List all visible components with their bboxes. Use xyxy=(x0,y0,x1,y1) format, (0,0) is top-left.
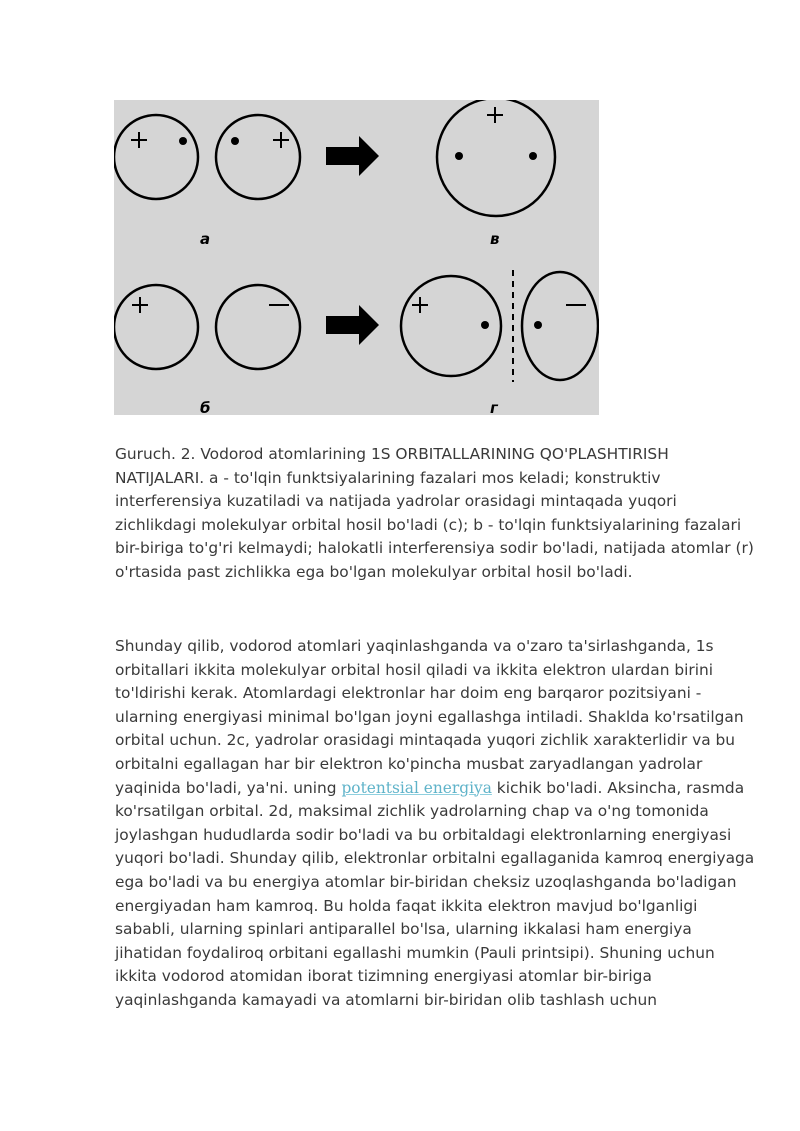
nucleus-dot xyxy=(529,152,537,160)
body-text-start: Shunday qilib, vodorod atomlari yaqinlashganda va o'zaro ta'sirlashganda, 1s orbitallari ikkita molekulyar orbital hosil qiladi va ikkita elektron ulardan birini to'ldirishi kerak. Atomlardagi elektronlar har doim eng barqaror pozitsiyani - ularning energiyasi minimal bo'lgan joyni egallashga intiladi. Shaklda ko'rsatilgan orbital uchun. 2c, yadrolar orasidagi mintaqada yuqori zichlik xarakterlidir va bu orbitalni egallagan har bir elektron ko'pincha musbat zaryadlangan yadrolar yaqinida bo'ladi, ya'ni. uning xyxy=(115,637,744,797)
nucleus-dot xyxy=(231,137,239,145)
plus-sign xyxy=(131,132,147,148)
orbital-overlap-figure xyxy=(114,100,599,415)
body-paragraph xyxy=(115,635,755,1013)
plus-sign xyxy=(412,297,428,313)
plus-sign xyxy=(487,107,503,123)
nucleus-dot xyxy=(179,137,187,145)
potential-energy-link[interactable]: potentsial energiya xyxy=(341,778,492,797)
body-text-end: kichik bo'ladi. Aksincha, rasmda ko'rsatilgan orbital. 2d, maksimal zichlik yadrolarning chap va o'ng tomonida joylashgan hududlarda sodir bo'ladi va bu orbitaldagi elektronlarning energiyasi yuqori bo'ladi. Shunday qilib, elektronlar orbitalni egallaganida kamroq energiyaga ega bo'ladi va bu energiya atomlar bir-biridan cheksiz uzoqlashganda bo'ladigan energiyadan ham kamroq. Bu holda faqat ikkita elektron mavjud bo'lganligi sababli, ularning spinlari antiparallel bo'lsa, ularning ikkalasi ham energiya jihatidan foydaliroq orbitani egallashi mumkin (Pauli printsipi). Shuning uchun ikkita vodorod atomidan iborat tizimning energiyasi atomlar bir-biriga yaqinlashganda kamayadi va atomlarni bir-biridan olib tashlash uchun xyxy=(115,778,755,1009)
panel-label-a: a xyxy=(200,230,211,248)
figure-caption xyxy=(115,443,755,585)
atom-orbital-left-a xyxy=(114,115,198,199)
panel-label-g: г xyxy=(490,399,498,415)
plus-sign xyxy=(273,132,289,148)
nucleus-dot xyxy=(481,321,489,329)
panel-label-b: б xyxy=(200,399,211,415)
atom-orbital-right-b xyxy=(216,285,300,369)
atom-orbital-right-a xyxy=(216,115,300,199)
arrow-icon xyxy=(326,305,379,345)
plus-sign xyxy=(132,297,148,313)
nucleus-dot xyxy=(455,152,463,160)
atom-orbital-left-b xyxy=(114,285,198,369)
panel-label-v: в xyxy=(490,230,500,248)
arrow-icon xyxy=(326,136,379,176)
antibonding-lobe-right xyxy=(522,272,598,380)
caption-text: Guruch. 2. Vodorod atomlarining 1S ORBITALLARINING QO'PLASHTIRISH NATIJALARI. a - to'lqin funktsiyalarining fazalari mos keladi; konstruktiv interferensiya kuzatiladi va natijada yadrolar orasidagi mintaqada yuqori zichlikdagi molekulyar orbital hosil bo'ladi (c); b - to'lqin funktsiyalarining fazalari bir-biriga to'g'ri kelmaydi; halokatli interferensiya sodir bo'ladi, natijada atomlar (r) o'rtasida past zichlikka ega bo'lgan molekulyar orbital hosil bo'ladi. xyxy=(115,445,754,581)
nucleus-dot xyxy=(534,321,542,329)
